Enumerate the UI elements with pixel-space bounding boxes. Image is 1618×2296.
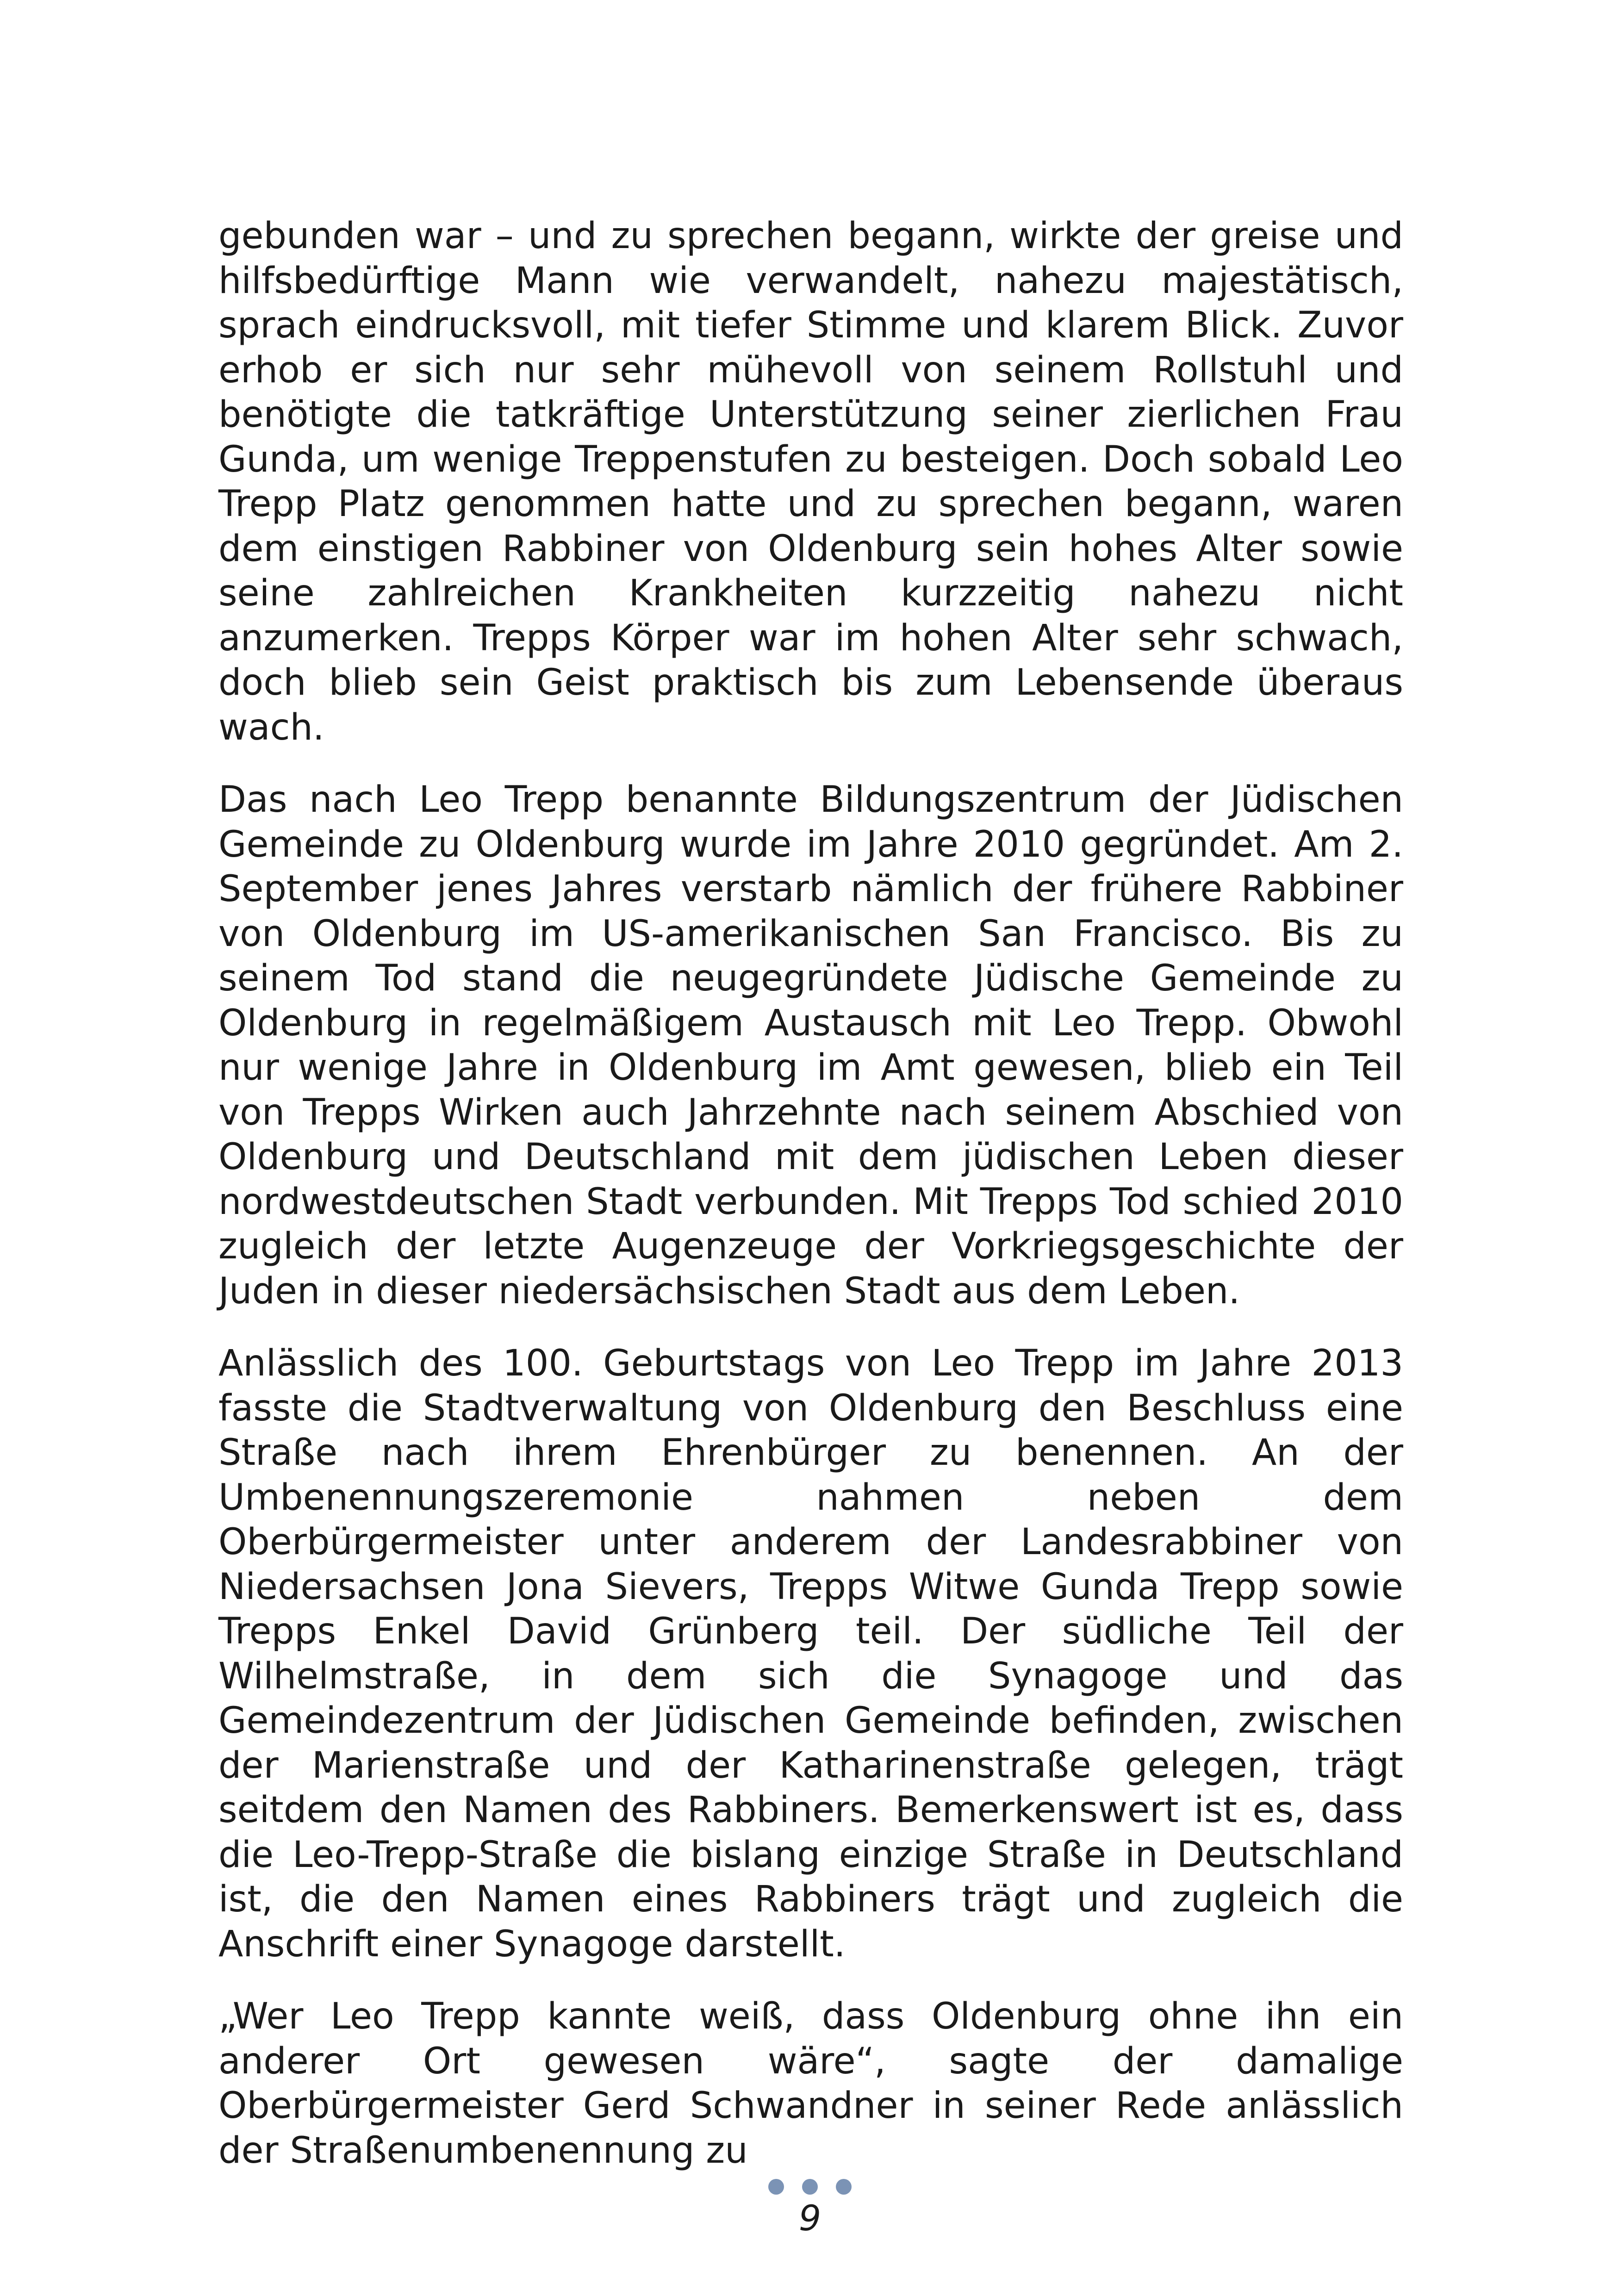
footer-ornament <box>768 2178 852 2196</box>
ornament-dot-icon <box>802 2179 818 2195</box>
ornament-dot-icon <box>836 2179 852 2195</box>
paragraph: gebunden war – und zu sprechen begann, wirkte der greise und hilfsbedürftige Mann wie verwandelt, nahezu majestätisch, sprach eindrucksvoll, mit tiefer Stimme und klarem Blick. Zuvor erhob er sich nur sehr mühevoll von seinem Rollstuhl und benötigte die tatkräftige Unterstützung seiner zierlichen Frau Gunda, um wenige Treppenstufen zu besteigen. Doch sobald Leo Trepp Platz genommen hatte und zu sprechen begann, waren dem einstigen Rabbiner von Oldenburg sein hohes Alter sowie seine zahlreichen Krankheiten kurzzeitig nahezu nicht anzumerken. Trepps Körper war im hohen Alter sehr schwach, doch blieb sein Geist praktisch bis zum Lebensende überaus wach. <box>218 215 1403 748</box>
paragraph: „Wer Leo Trepp kannte weiß, dass Oldenburg ohne ihn ein anderer Ort gewesen wäre“, sagte der damalige Oberbürgermeister Gerd Schwandner in seiner Rede anlässlich der Straßenumbenennung zu <box>218 1996 1403 2172</box>
page-number: 9 <box>798 2197 821 2239</box>
paragraph: Anlässlich des 100. Geburtstags von Leo Trepp im Jahre 2013 fasste die Stadtverwaltung von Oldenburg den Beschluss eine Straße nach ihrem Ehrenbürger zu benennen. An der Umbenennungszeremonie nahmen neben dem Oberbürgermeister unter anderem der Landesrabbiner von Niedersachsen Jona Sievers, Trepps Witwe Gunda Trepp sowie Trepps Enkel David Grünberg teil. Der südliche Teil der Wilhelmstraße, in dem sich die Synagoge und das Gemeindezentrum der Jüdischen Gemeinde befinden, zwischen der Marienstraße und der Katharinenstraße gelegen, trägt seitdem den Namen des Rabbiners. Bemerkenswert ist es, dass die Leo-Trepp-Straße die bislang einzige Straße in Deutschland ist, die den Namen eines Rabbiners trägt und zugleich die Anschrift einer Synagoge darstellt. <box>218 1343 1403 1965</box>
paragraph: Das nach Leo Trepp benannte Bildungszentrum der Jüdischen Gemeinde zu Oldenburg wurde im Jahre 2010 gegründet. Am 2. September jenes Jahres verstarb nämlich der frühere Rabbiner von Oldenburg im US-amerikanischen San Francisco. Bis zu seinem Tod stand die neugegründete Jüdische Gemeinde zu Oldenburg in regelmäßigem Austausch mit Leo Trepp. Obwohl nur wenige Jahre in Oldenburg im Amt gewesen, blieb ein Teil von Trepps Wirken auch Jahrzehnte nach seinem Abschied von Oldenburg und Deutschland mit dem jüdischen Leben dieser nordwestdeutschen Stadt verbunden. Mit Trepps Tod schied 2010 zugleich der letzte Augenzeuge der Vorkriegsgeschichte der Juden in dieser niedersächsischen Stadt aus dem Leben. <box>218 779 1403 1312</box>
ornament-dot-icon <box>768 2179 784 2195</box>
body-text <box>218 214 1403 2173</box>
